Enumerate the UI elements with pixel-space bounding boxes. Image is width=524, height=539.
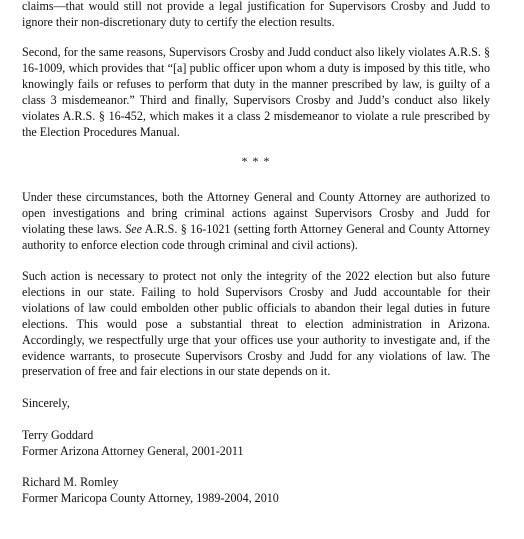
closing-salutation: Sincerely, xyxy=(22,396,70,410)
section-separator: * * * xyxy=(241,154,271,168)
paragraph-4: Such action is necessary to protect not only the integrity of the 2022 election but also future elections in our state. Failing to hold Supervisors Crosby and Judd accountable for their violations of law could embolden other public officials to abandon their legal duties in future elections. This would pose a substantial threat to election administration in Arizona. Accordingly, we respectfully urge that your offices use your authority to investigate and, if the evidence warrants, to prosecute Supervisors Crosby and Judd for any violations of law. The preservation of free and fair elections in our state depends on it. xyxy=(22,269,490,379)
signatory-title: Former Arizona Attorney General, 2001-2011 xyxy=(22,444,244,458)
see-signal: See xyxy=(125,221,143,236)
paragraph-1: claims—that would still not provide a legal justification for Supervisors Crosby and Judd to ignore their non-discretionary duty to certify the election results. xyxy=(22,0,490,29)
signatory-name: Terry Goddard xyxy=(22,428,94,442)
signatory-name: Richard M. Romley xyxy=(22,475,119,489)
paragraph-2: Second, for the same reasons, Supervisors Crosby and Judd conduct also likely violates A.R.S. § 16-1009, which provides that “[a] public officer upon whom a duty is imposed by this title, who knowingly fails or refuses to perform that duty in the manner prescribed by law, is guilty of a class 3 misdemeanor.” Third and finally, Supervisors Crosby and Judd’s conduct also likely violates A.R.S. § 16-452, which makes it a class 2 misdemeanor to violate a rule prescribed by the Election Procedures Manual. xyxy=(22,45,490,139)
paragraph-3-text-start: Under these circumstances, both the Attorney General and County Attorney are authorized to open investigations and bring criminal actions against Supervisors Crosby and Judd for violating these laws. xyxy=(22,190,490,236)
paragraph-3 xyxy=(22,190,490,254)
paragraph-3-text-end: A.R.S. § 16-1021 (setting forth Attorney General and County Attorney authority to enforce election code through criminal and civil actions). xyxy=(22,221,490,252)
signatory-title: Former Maricopa County Attorney, 1989-2004, 2010 xyxy=(22,491,279,505)
